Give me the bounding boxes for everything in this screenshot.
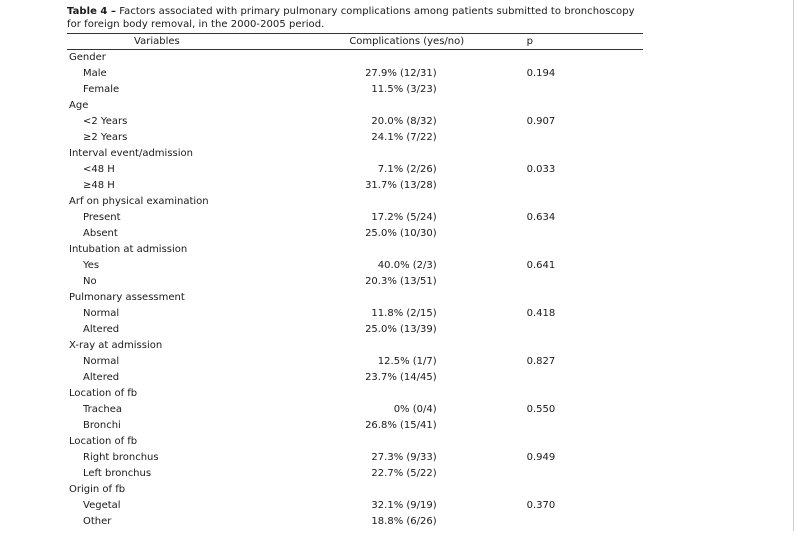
row-p-value xyxy=(527,322,643,338)
table-row xyxy=(67,322,643,338)
table-row xyxy=(67,306,643,322)
row-p-value: 0.033 xyxy=(526,164,556,175)
row-complications: 17.2% (5/24) xyxy=(371,212,437,223)
group-empty-cell xyxy=(287,434,527,450)
row-p-value: 0.949 xyxy=(526,452,556,463)
group-row xyxy=(67,194,643,210)
group-empty-cell xyxy=(287,290,527,306)
row-label: Normal xyxy=(83,308,120,319)
row-label: Right bronchus xyxy=(83,452,159,463)
factors-table xyxy=(67,34,643,530)
row-complications: 25.0% (13/39) xyxy=(365,324,437,335)
row-p-value: 0.550 xyxy=(526,404,556,415)
row-p-value: 0.418 xyxy=(526,308,556,319)
row-p-value xyxy=(527,514,643,530)
table-row xyxy=(67,274,643,290)
row-complications: 11.5% (3/23) xyxy=(371,84,437,95)
group-empty-cell xyxy=(527,146,643,162)
row-p-value xyxy=(527,130,643,146)
group-empty-cell xyxy=(527,50,643,67)
row-complications: 26.8% (15/41) xyxy=(365,420,437,431)
group-label: Age xyxy=(69,100,89,111)
group-label: Arf on physical examination xyxy=(69,196,209,207)
group-empty-cell xyxy=(527,290,643,306)
row-label: Left bronchus xyxy=(83,468,152,479)
group-empty-cell xyxy=(287,338,527,354)
row-label: <48 H xyxy=(83,164,115,175)
header-variables: Variables xyxy=(67,34,287,50)
table-row xyxy=(67,498,643,514)
table-caption-lead: Table 4 – xyxy=(67,6,117,17)
table-row xyxy=(67,82,643,98)
row-p-value: 0.634 xyxy=(526,212,556,223)
group-empty-cell xyxy=(527,338,643,354)
group-row xyxy=(67,482,643,498)
row-label: Yes xyxy=(83,260,100,271)
group-row xyxy=(67,338,643,354)
table-caption-text: Factors associated with primary pulmonary complications among patients submitted to bronchoscopy for foreign body removal, in the 2000-2005 period. xyxy=(67,6,635,30)
header-p: p xyxy=(527,34,643,50)
group-label: Location of fb xyxy=(69,436,138,447)
group-label: Pulmonary assessment xyxy=(69,292,185,303)
group-empty-cell xyxy=(527,482,643,498)
page-cutoff xyxy=(0,531,794,537)
group-label: Intubation at admission xyxy=(69,244,188,255)
row-p-value xyxy=(527,226,643,242)
group-label: X-ray at admission xyxy=(69,340,163,351)
row-complications: 20.3% (13/51) xyxy=(365,276,437,287)
row-complications: 27.9% (12/31) xyxy=(365,68,437,79)
row-complications: 0% (0/4) xyxy=(393,404,437,415)
table-row xyxy=(67,418,643,434)
row-p-value xyxy=(527,418,643,434)
table-row xyxy=(67,130,643,146)
row-label: Altered xyxy=(83,372,120,383)
table-row xyxy=(67,210,643,226)
row-complications: 32.1% (9/19) xyxy=(371,500,437,511)
row-label: Vegetal xyxy=(83,500,121,511)
row-complications: 7.1% (2/26) xyxy=(377,164,437,175)
table-row xyxy=(67,402,643,418)
group-label: Location of fb xyxy=(69,388,138,399)
row-label: Bronchi xyxy=(83,420,121,431)
group-row xyxy=(67,386,643,402)
row-label: <2 Years xyxy=(83,116,128,127)
row-p-value xyxy=(527,178,643,194)
group-empty-cell xyxy=(527,98,643,114)
table-row xyxy=(67,354,643,370)
group-empty-cell xyxy=(527,434,643,450)
group-empty-cell xyxy=(287,482,527,498)
group-row xyxy=(67,242,643,258)
row-complications: 24.1% (7/22) xyxy=(371,132,437,143)
group-row xyxy=(67,290,643,306)
group-row xyxy=(67,434,643,450)
group-label: Gender xyxy=(69,52,106,63)
row-label: Male xyxy=(83,68,107,79)
row-p-value xyxy=(527,82,643,98)
table-row xyxy=(67,114,643,130)
table-body xyxy=(67,50,643,531)
row-p-value xyxy=(527,274,643,290)
row-complications: 18.8% (6/26) xyxy=(371,516,437,527)
group-row xyxy=(67,50,643,67)
row-label: Trachea xyxy=(83,404,122,415)
row-p-value: 0.370 xyxy=(526,500,556,511)
table-header-row xyxy=(67,34,643,50)
table-row xyxy=(67,258,643,274)
row-complications: 12.5% (1/7) xyxy=(377,356,437,367)
table-row xyxy=(67,466,643,482)
row-complications: 23.7% (14/45) xyxy=(365,372,437,383)
table-row xyxy=(67,450,643,466)
group-empty-cell xyxy=(287,194,527,210)
row-p-value xyxy=(527,370,643,386)
row-label: Female xyxy=(83,84,120,95)
row-complications: 22.7% (5/22) xyxy=(371,468,437,479)
group-empty-cell xyxy=(287,146,527,162)
group-empty-cell xyxy=(527,194,643,210)
row-complications: 27.3% (9/33) xyxy=(371,452,437,463)
group-row xyxy=(67,98,643,114)
row-complications: 31.7% (13/28) xyxy=(365,180,437,191)
row-complications: 25.0% (10/30) xyxy=(365,228,437,239)
group-empty-cell xyxy=(287,98,527,114)
row-p-value xyxy=(527,466,643,482)
table-caption xyxy=(67,5,643,31)
table-row xyxy=(67,370,643,386)
group-label: Interval event/admission xyxy=(69,148,193,159)
row-label: No xyxy=(83,276,97,287)
group-empty-cell xyxy=(527,386,643,402)
group-empty-cell xyxy=(287,242,527,258)
row-label: ≥48 H xyxy=(83,180,115,191)
row-label: Present xyxy=(83,212,121,223)
row-label: Absent xyxy=(83,228,118,239)
header-complications: Complications (yes/no) xyxy=(287,34,527,50)
document-page xyxy=(67,5,643,530)
table-row xyxy=(67,514,643,530)
table-row xyxy=(67,162,643,178)
row-label: Normal xyxy=(83,356,120,367)
row-p-value: 0.194 xyxy=(526,68,556,79)
group-label: Origin of fb xyxy=(69,484,126,495)
row-complications: 20.0% (8/32) xyxy=(371,116,437,127)
row-complications: 40.0% (2/3) xyxy=(377,260,437,271)
group-empty-cell xyxy=(527,242,643,258)
group-row xyxy=(67,146,643,162)
row-p-value: 0.641 xyxy=(526,260,556,271)
group-empty-cell xyxy=(287,386,527,402)
group-empty-cell xyxy=(287,50,527,67)
row-p-value: 0.907 xyxy=(526,116,556,127)
table-row xyxy=(67,178,643,194)
row-label: Other xyxy=(83,516,112,527)
table-row xyxy=(67,226,643,242)
row-p-value: 0.827 xyxy=(526,356,556,367)
row-complications: 11.8% (2/15) xyxy=(371,308,437,319)
table-row xyxy=(67,66,643,82)
row-label: ≥2 Years xyxy=(83,132,128,143)
row-label: Altered xyxy=(83,324,120,335)
